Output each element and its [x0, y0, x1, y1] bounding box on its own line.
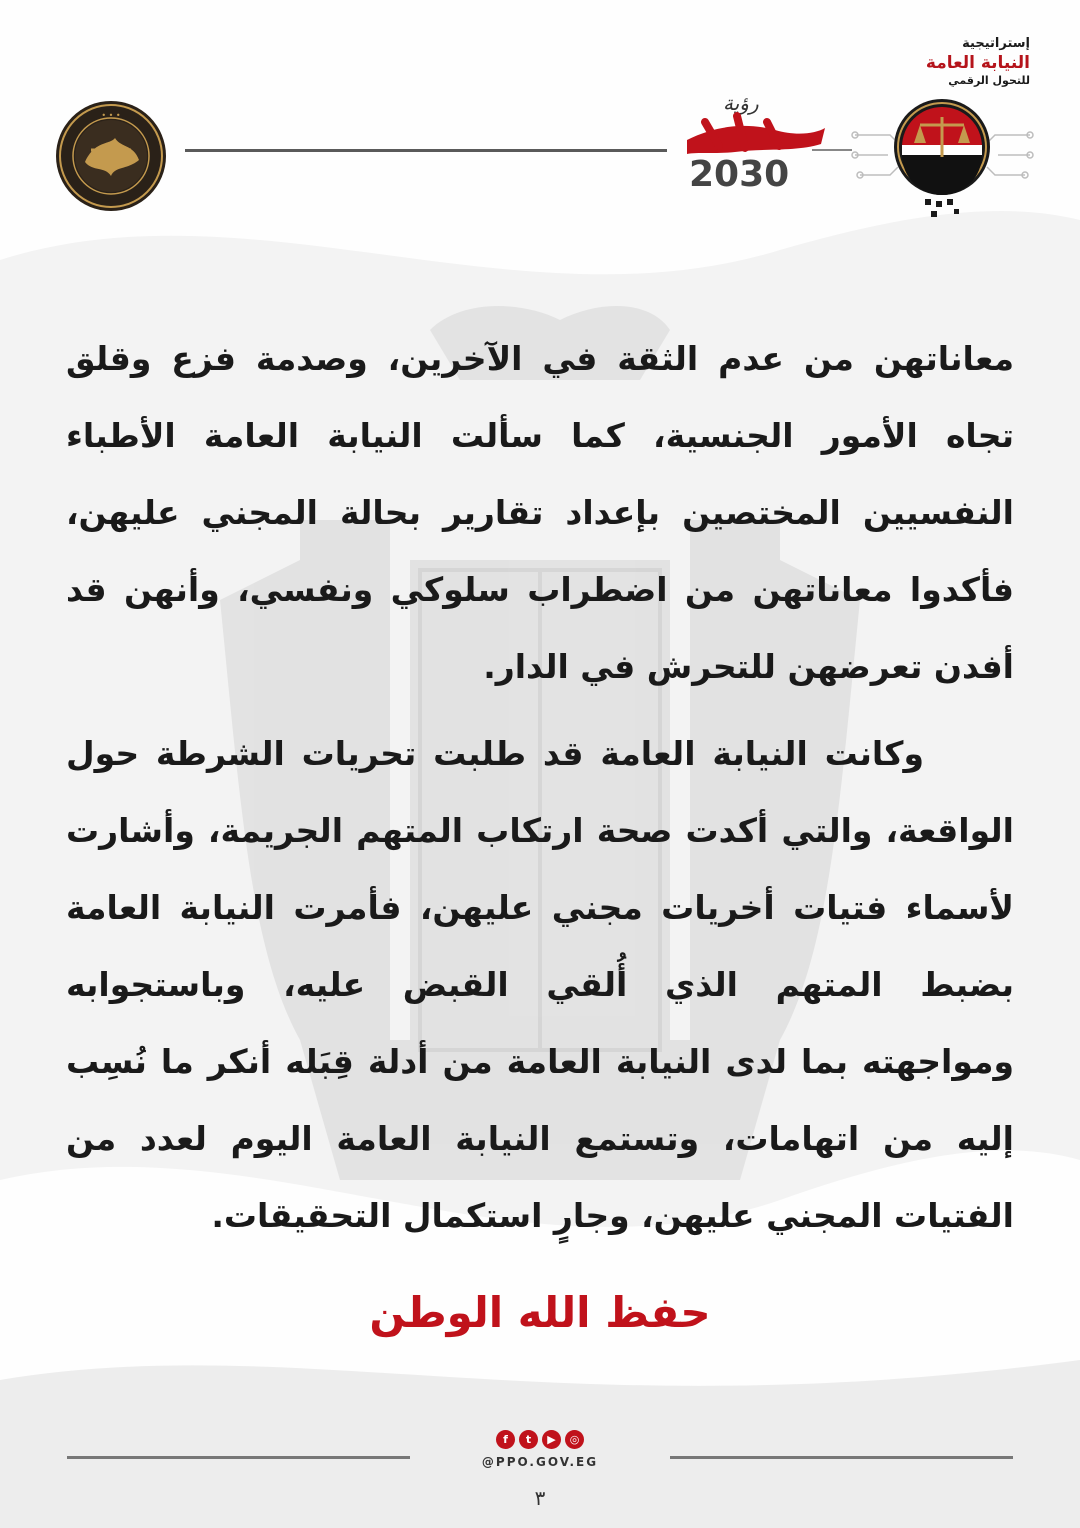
footer-divider-right [670, 1456, 1013, 1459]
youtube-icon[interactable]: ▶ [542, 1430, 561, 1449]
closing-phrase: حفظ الله الوطن [369, 1288, 711, 1337]
twitter-icon[interactable]: t [519, 1430, 538, 1449]
header-divider-short [812, 149, 852, 151]
egypt-vision-2030-logo [675, 82, 835, 192]
strategy-title [870, 36, 1030, 88]
strategy-line-3: للتحول الرقمي [948, 74, 1030, 87]
header-divider [185, 149, 667, 152]
social-icons [490, 1430, 590, 1450]
statement-paragraph-2: وكانت النيابة العامة قد طلبت تحريات الشرطة حول الواقعة، والتي أكدت صحة ارتكاب المتهم الجريمة، وأشارت لأسماء فتيات أخريات مجني عليهن، فأمرت النيابة العامة بضبط المتهم الذي أُلقي القبض عليه، وباستجوابه ومواجهته بما لدى النيابة العامة من أدلة قِبَله أنكر ما نُسِب إليه من اتهامات، وتستمع النيابة العامة اليوم لعدد من الفتيات المجني عليهن، وجارٍ استكمال التحقيقات. [66, 734, 1014, 1235]
social-handle[interactable]: @PPO.GOV.EG [481, 1455, 599, 1469]
page-number: ٣ [534, 1486, 546, 1510]
statement-paragraph-1: معاناتهن من عدم الثقة في الآخرين، وصدمة فزع وقلق تجاه الأمور الجنسية، كما سألت النيابة العامة الأطباء النفسيين المختصين بإعداد تقارير بحالة المجني عليهن، فأكدوا معاناتهن من اضطراب سلوكي ونفسي، وأنهن قد أفدن تعرضهن للتحرش في الدار. [66, 339, 1014, 686]
page-header [0, 0, 1080, 230]
statement-body [66, 320, 1014, 1254]
svg-text:• • •: • • • [101, 111, 121, 120]
strategy-line-1: إستراتيجية [962, 36, 1030, 51]
public-prosecution-emblem [850, 85, 1035, 220]
bayan-administration-logo [55, 100, 167, 212]
strategy-line-2: النيابة العامة [925, 53, 1030, 73]
footer-divider-left [67, 1456, 410, 1459]
vision-word: رؤية [723, 91, 759, 115]
instagram-icon[interactable]: ◎ [565, 1430, 584, 1449]
vision-year: 2030 [689, 154, 790, 192]
facebook-icon[interactable]: f [496, 1430, 515, 1449]
